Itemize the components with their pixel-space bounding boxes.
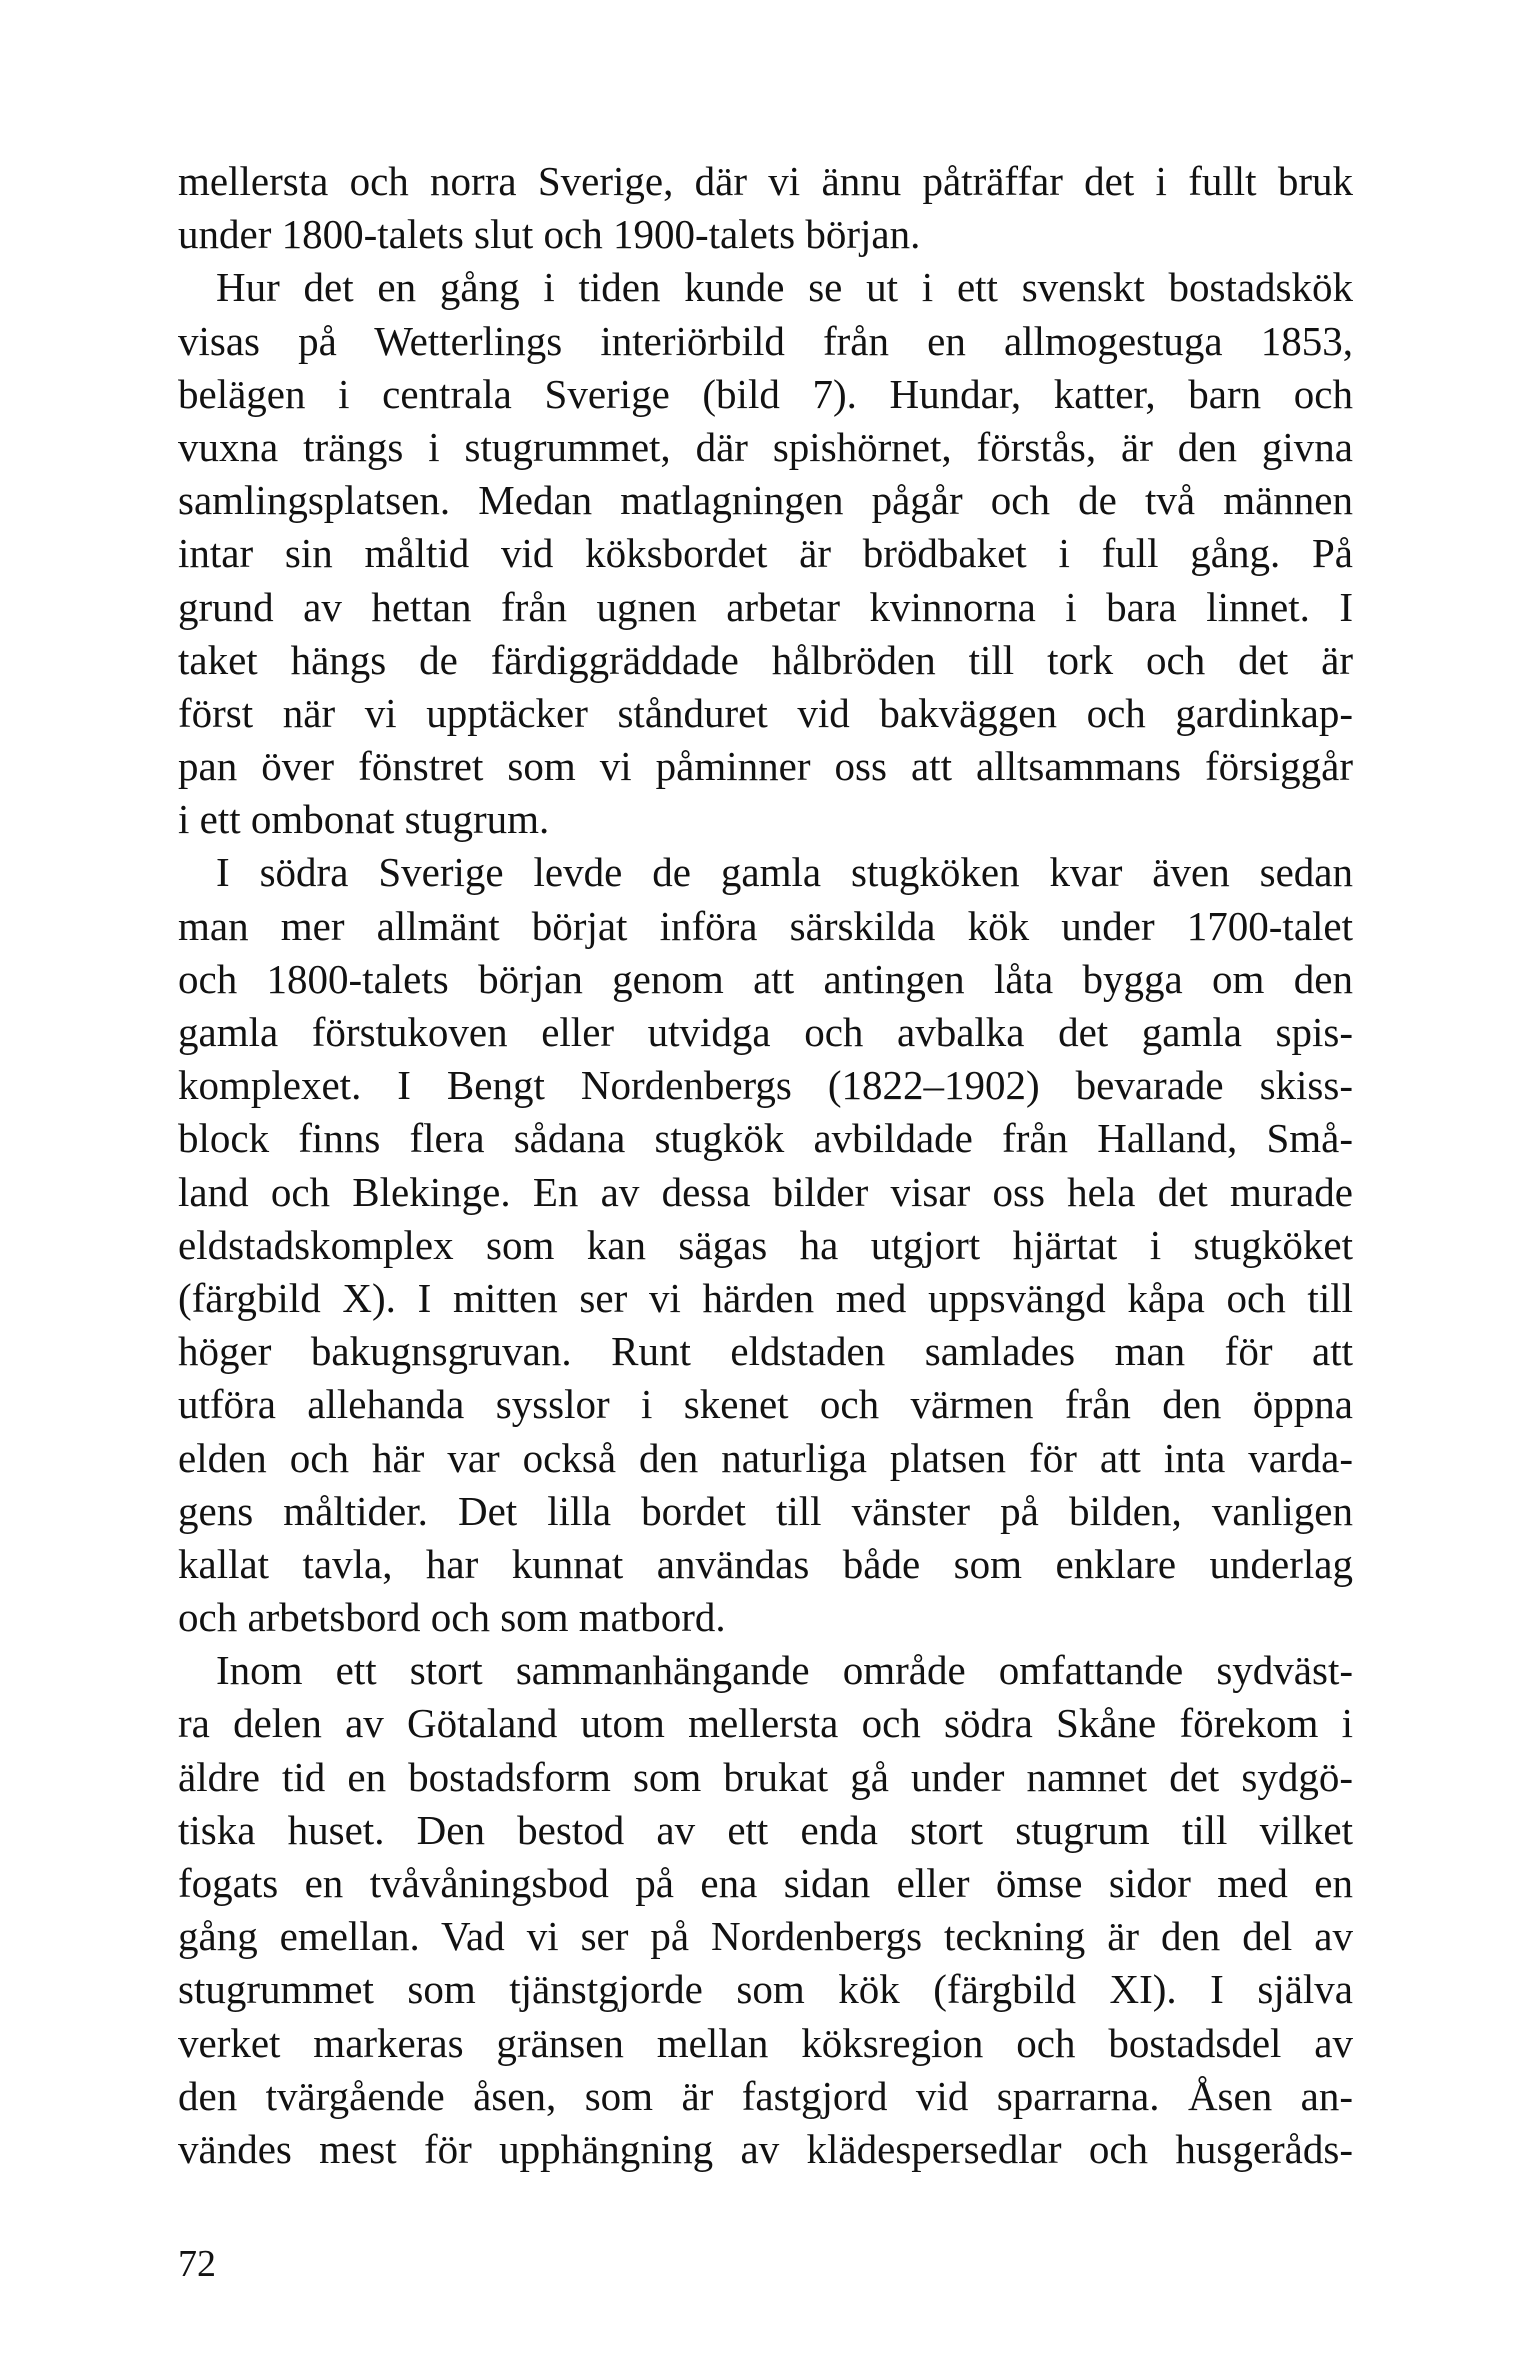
text-line: gång emellan. Vad vi ser på Nordenbergs teckning är den del av [178, 1913, 1353, 1960]
text-line: eldstadskomplex som kan sägas ha utgjort hjärtat i stugköket [178, 1221, 1353, 1268]
text-line: fogats en tvåvåningsbod på ena sidan eller ömse sidor med en [178, 1860, 1353, 1906]
text-line: och arbetsbord och som matbord. [178, 1594, 726, 1641]
text-line: först när vi upptäcker stånduret vid bakväggen och gardinkap- [178, 689, 1353, 736]
text-line: komplexet. I Bengt Nordenbergs (1822–1902) bevarade skiss- [178, 1062, 1353, 1109]
text-line: (färgbild X). I mitten ser vi härden med uppsvängd kåpa och till [178, 1274, 1353, 1321]
text-line: visas på Wetterlings interiörbild från en allmogestuga 1853, [178, 317, 1353, 364]
text-line: vuxna trängs i stugrummet, där spishörnet, förstås, är den givna [178, 423, 1353, 470]
text-line: stugrummet som tjänstgjorde som kök (färgbild XI). I själva [178, 1966, 1353, 2013]
text-line: äldre tid en bostadsform som brukat gå under namnet det sydgö- [178, 1753, 1353, 1800]
text-line: grund av hettan från ugnen arbetar kvinnorna i bara linnet. I [178, 583, 1353, 630]
text-line: elden och här var också den naturliga platsen för att inta varda- [178, 1434, 1353, 1481]
paragraph-first-line: Hur det en gång i tiden kunde se ut i ett svenskt bostadskök [216, 264, 1353, 311]
text-line: belägen i centrala Sverige (bild 7). Hundar, katter, barn och [178, 370, 1353, 417]
text-line: den tvärgående åsen, som är fastgjord vid sparrarna. Åsen an- [178, 2072, 1353, 2119]
body-text [178, 155, 1353, 2176]
text-line: höger bakugnsgruvan. Runt eldstaden samlades man för att [178, 1328, 1353, 1375]
text-line: gamla förstukoven eller utvidga och avbalka det gamla spis- [178, 1009, 1353, 1055]
text-line: verket markeras gränsen mellan köksregion och bostadsdel av [178, 2019, 1353, 2066]
text-line: mellersta och norra Sverige, där vi ännu påträffar det i fullt bruk [178, 158, 1353, 204]
paragraph-first-line: Inom ett stort sammanhängande område omfattande sydväst- [216, 1647, 1353, 1694]
text-line: block finns flera sådana stugkök avbildade från Halland, Små- [178, 1115, 1353, 1162]
text-line: under 1800-talets slut och 1900-talets början. [178, 211, 921, 258]
text-line: taket hängs de färdiggräddade hålbröden till tork och det är [178, 636, 1353, 683]
text-line: ra delen av Götaland utom mellersta och södra Skåne förekom i [178, 1700, 1353, 1747]
text-line: gens måltider. Det lilla bordet till vänster på bilden, vanligen [178, 1487, 1353, 1534]
text-line: pan över fönstret som vi påminner oss att alltsammans försiggår [178, 743, 1353, 790]
text-line: utföra allehanda sysslor i skenet och värmen från den öppna [178, 1381, 1353, 1428]
text-line: i ett ombonat stugrum. [178, 796, 550, 843]
text-line: samlingsplatsen. Medan matlagningen pågår och de två männen [178, 477, 1353, 524]
text-line: intar sin måltid vid köksbordet är brödbaket i full gång. På [178, 530, 1353, 577]
text-line: land och Blekinge. En av dessa bilder visar oss hela det murade [178, 1168, 1353, 1215]
text-line: vändes mest för upphängning av klädespersedlar och husgeråds- [178, 2125, 1353, 2172]
text-line: och 1800-talets början genom att antingen låta bygga om den [178, 955, 1353, 1002]
text-line: tiska huset. Den bestod av ett enda stort stugrum till vilket [178, 1806, 1353, 1853]
paragraph-first-line: I södra Sverige levde de gamla stugköken kvar även sedan [216, 849, 1353, 896]
page-number: 72 [178, 2243, 216, 2285]
text-line: man mer allmänt börjat införa särskilda kök under 1700-talet [178, 902, 1353, 949]
text-line: kallat tavla, har kunnat användas både som enklare underlag [178, 1540, 1353, 1587]
